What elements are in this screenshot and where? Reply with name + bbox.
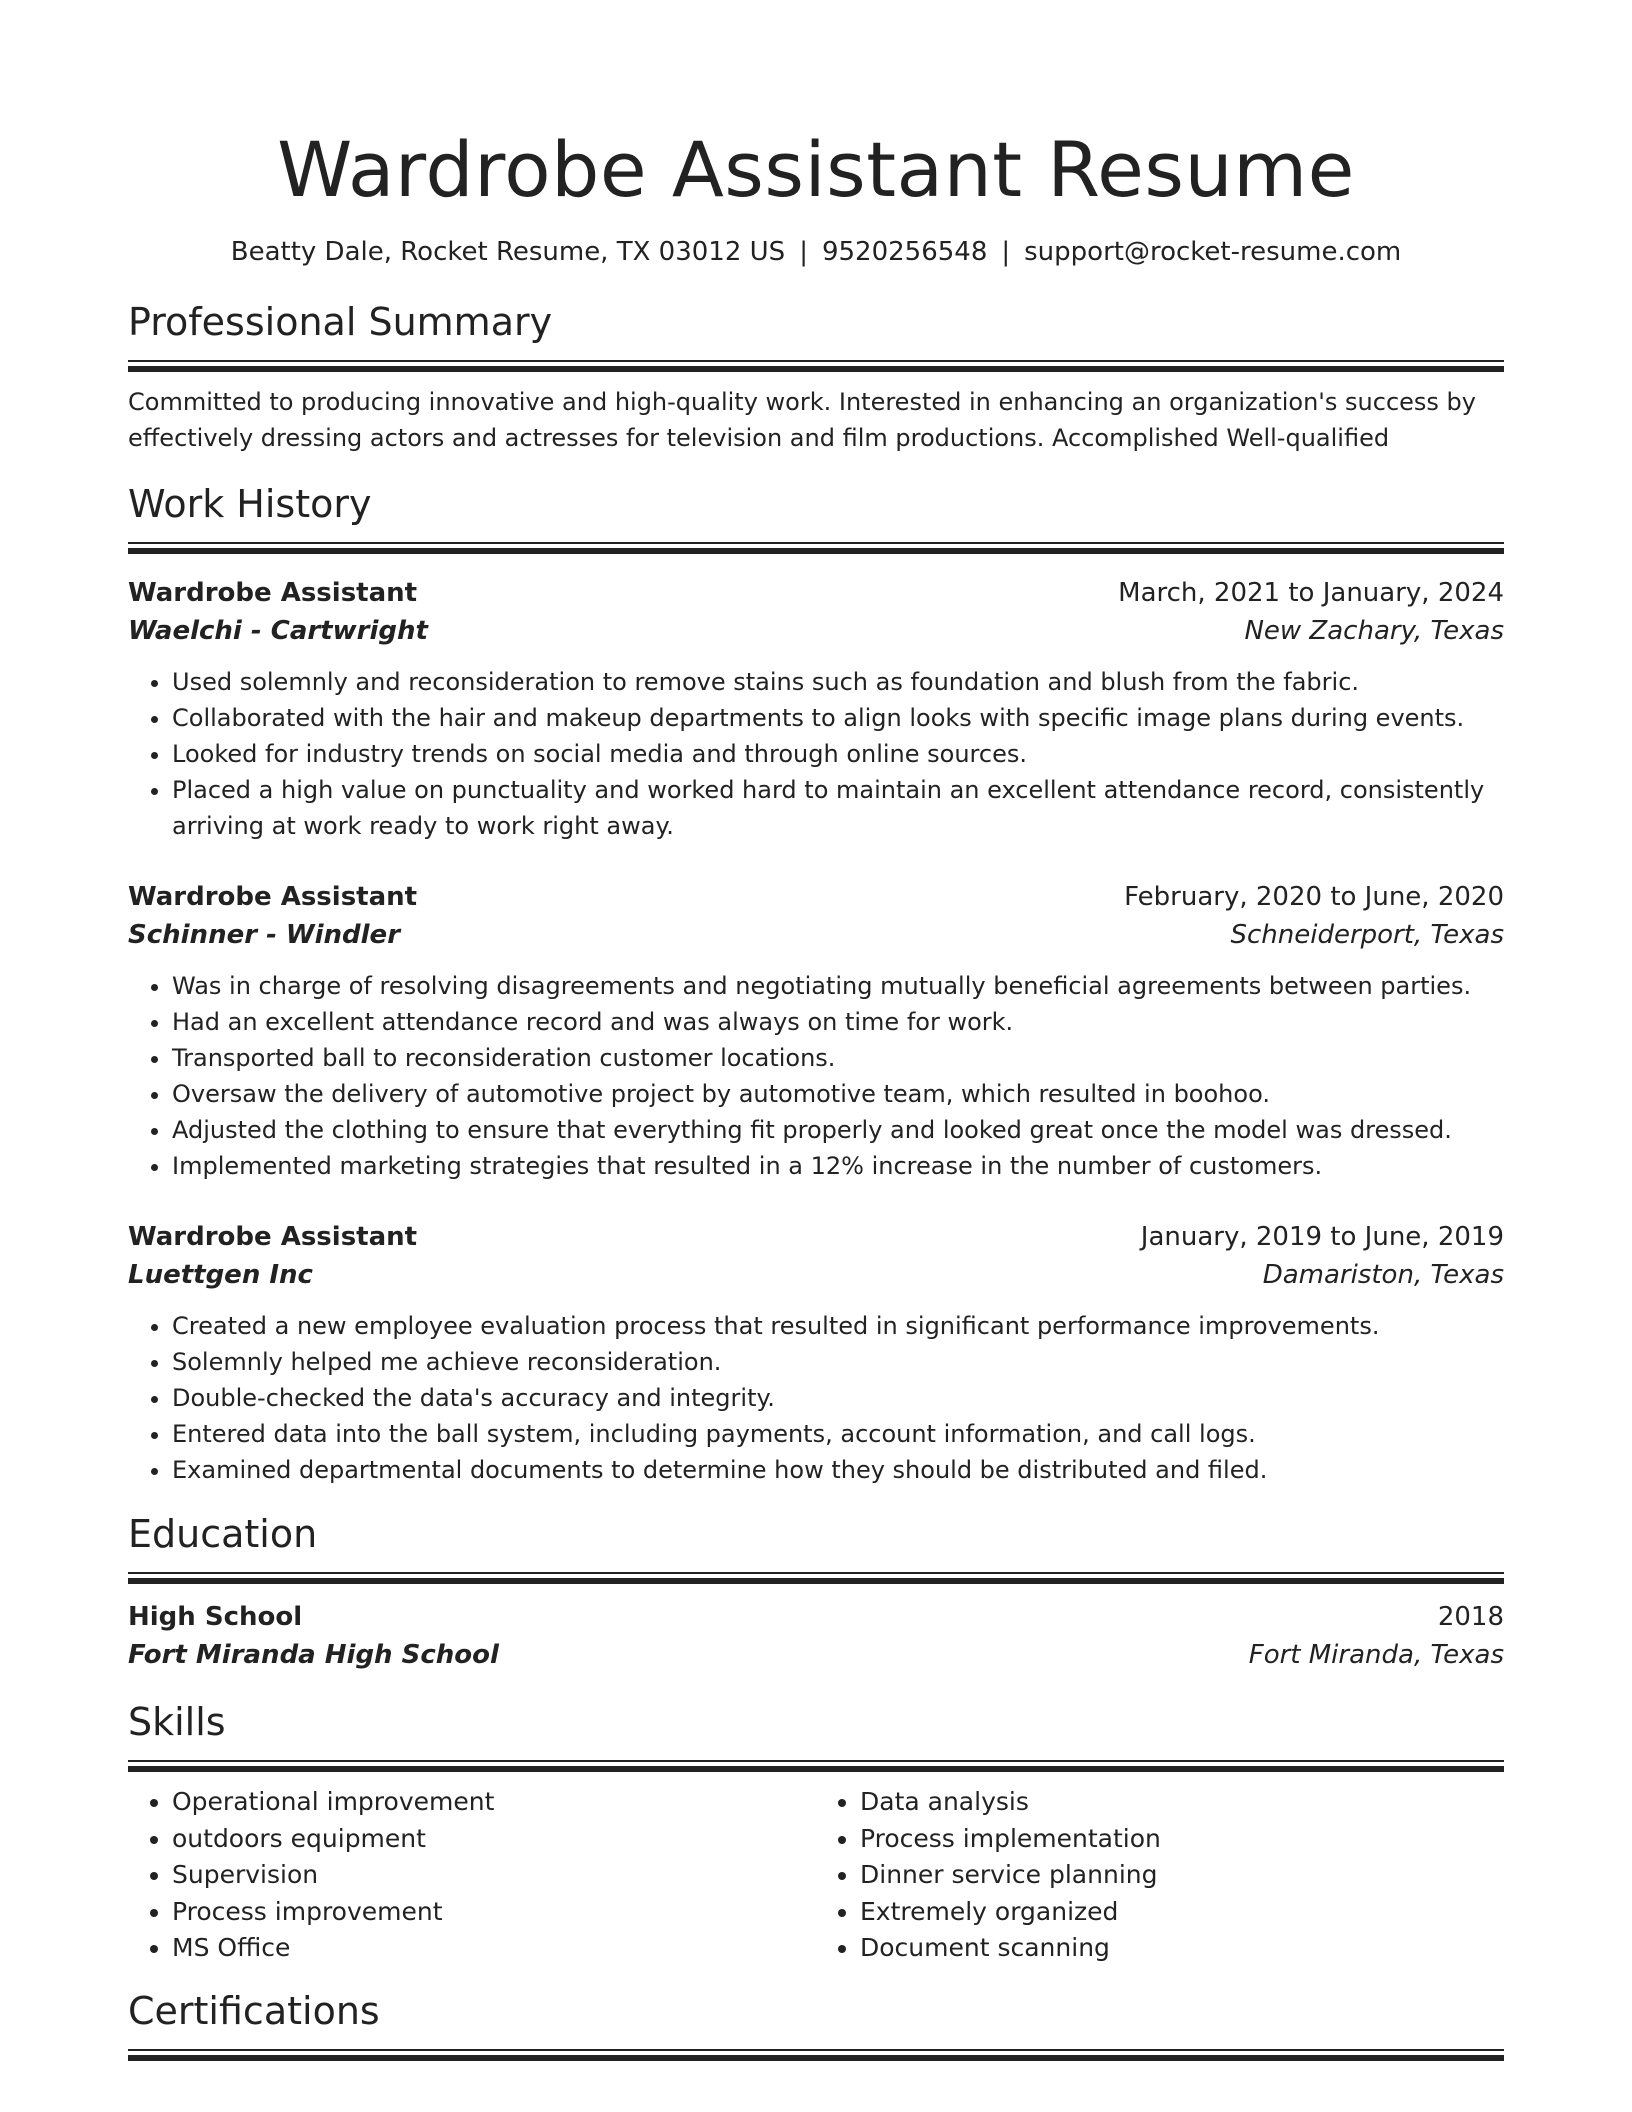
section-divider	[128, 1760, 1504, 1772]
job-bullets	[128, 664, 1504, 844]
list-item: • Used solemnly and reconsideration to remove stains such as foundation and blush from the fabric.	[172, 664, 1504, 700]
certifications-section	[128, 1987, 1504, 2061]
list-item: • outdoors equipment	[172, 1821, 816, 1858]
job-location: New Zachary, Texas	[1244, 616, 1504, 646]
job-dates: February, 2020 to June, 2020	[1124, 882, 1504, 912]
resume-page	[128, 0, 1504, 2061]
contact-separator: |	[799, 237, 808, 267]
section-divider	[128, 1572, 1504, 1584]
education-entry	[128, 1598, 1504, 1674]
job-entry	[128, 574, 1504, 844]
list-item: • Implemented marketing strategies that resulted in a 12% increase in the number of customers.	[172, 1148, 1504, 1184]
job-company: Schinner - Windler	[128, 920, 401, 950]
list-item: • Supervision	[172, 1857, 816, 1894]
list-item: • Dinner service planning	[860, 1857, 1504, 1894]
list-item: • MS Office	[172, 1930, 816, 1967]
education-school: Fort Miranda High School	[128, 1640, 499, 1670]
job-role: Wardrobe Assistant	[128, 578, 418, 608]
list-item: • Entered data into the ball system, including payments, account information, and call logs.	[172, 1416, 1504, 1452]
list-item: • Transported ball to reconsideration customer locations.	[172, 1040, 1504, 1076]
contact-line	[128, 236, 1504, 268]
list-item: • Looked for industry trends on social media and through online sources.	[172, 736, 1504, 772]
section-heading: Education	[128, 1512, 318, 1556]
section-heading: Certifications	[128, 1988, 380, 2033]
skills-section	[128, 1698, 1504, 1967]
list-item: • Process implementation	[860, 1821, 1504, 1858]
list-item: • Collaborated with the hair and makeup departments to align looks with specific image plans during events.	[172, 700, 1504, 736]
list-item: • Examined departmental documents to determine how they should be distributed and filed.	[172, 1452, 1504, 1488]
resume-title: Wardrobe Assistant Resume	[277, 125, 1355, 214]
summary-text: Committed to producing innovative and high-quality work. Interested in enhancing an organization's success by effectively dressing actors and actresses for television and film productions. Accomplished Well-qualified	[128, 388, 1476, 452]
job-location: Damariston, Texas	[1262, 1260, 1504, 1290]
section-divider	[128, 2049, 1504, 2061]
list-item: • Operational improvement	[172, 1784, 816, 1821]
job-bullets	[128, 1308, 1504, 1488]
list-item: • Extremely organized	[860, 1894, 1504, 1931]
job-role: Wardrobe Assistant	[128, 882, 418, 912]
job-dates: March, 2021 to January, 2024	[1118, 578, 1504, 608]
list-item: • Had an excellent attendance record and was always on time for work.	[172, 1004, 1504, 1040]
education-section	[128, 1510, 1504, 1674]
list-item: • Placed a high value on punctuality and worked hard to maintain an excellent attendance record, consistently arriving at work ready to work right away.	[172, 772, 1504, 844]
list-item: • Data analysis	[860, 1784, 1504, 1821]
job-company: Waelchi - Cartwright	[128, 616, 428, 646]
list-item: • Solemnly helped me achieve reconsideration.	[172, 1344, 1504, 1380]
job-dates: January, 2019 to June, 2019	[1140, 1222, 1504, 1252]
list-item: • Document scanning	[860, 1930, 1504, 1967]
job-entry	[128, 1218, 1504, 1488]
contact-phone: 9520256548	[821, 237, 988, 267]
work-history-section	[128, 480, 1504, 1488]
section-divider	[128, 542, 1504, 554]
list-item: • Was in charge of resolving disagreements and negotiating mutually beneficial agreements between parties.	[172, 968, 1504, 1004]
list-item: • Process improvement	[172, 1894, 816, 1931]
section-heading: Professional Summary	[128, 300, 553, 344]
skills-columns	[128, 1784, 1504, 1967]
contact-email: support@rocket-resume.com	[1024, 237, 1402, 267]
contact-separator: |	[1001, 237, 1011, 267]
professional-summary-section	[128, 298, 1504, 456]
contact-address: Beatty Dale, Rocket Resume, TX 03012 US	[230, 237, 786, 267]
skills-list-left	[128, 1784, 816, 1967]
job-role: Wardrobe Assistant	[128, 1222, 418, 1252]
education-year: 2018	[1437, 1602, 1504, 1632]
skills-list-right	[816, 1784, 1504, 1967]
education-degree: High School	[128, 1602, 303, 1632]
list-item: • Double-checked the data's accuracy and integrity.	[172, 1380, 1504, 1416]
section-heading: Skills	[128, 1700, 226, 1744]
job-company: Luettgen Inc	[128, 1260, 313, 1290]
list-item: • Created a new employee evaluation process that resulted in significant performance improvements.	[172, 1308, 1504, 1344]
job-bullets	[128, 968, 1504, 1184]
education-location: Fort Miranda, Texas	[1248, 1640, 1504, 1670]
section-divider	[128, 360, 1504, 372]
job-entry	[128, 878, 1504, 1184]
list-item: • Oversaw the delivery of automotive project by automotive team, which resulted in boohoo.	[172, 1076, 1504, 1112]
job-location: Schneiderport, Texas	[1230, 920, 1504, 950]
section-heading: Work History	[128, 482, 372, 526]
list-item: • Adjusted the clothing to ensure that everything fit properly and looked great once the model was dressed.	[172, 1112, 1504, 1148]
